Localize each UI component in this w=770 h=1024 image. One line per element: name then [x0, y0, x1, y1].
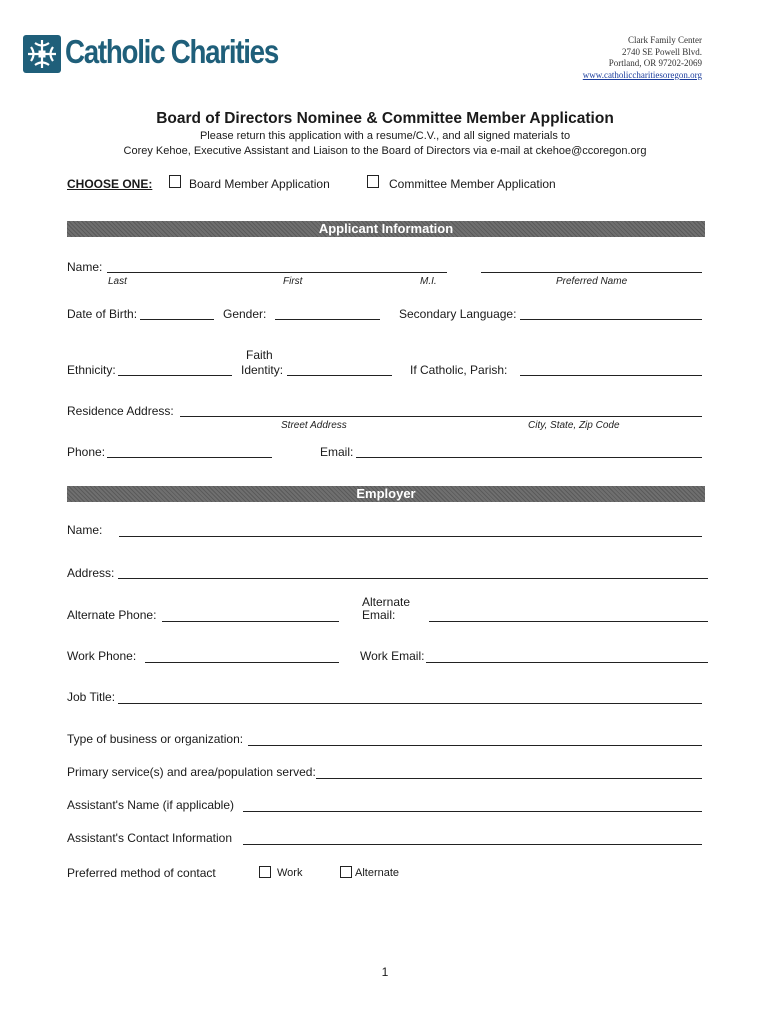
street-address-caption: Street Address — [281, 420, 347, 431]
faith-identity-field[interactable] — [287, 375, 392, 376]
board-member-option-label: Board Member Application — [189, 177, 330, 191]
phone-field[interactable] — [107, 457, 272, 458]
primary-services-label: Primary service(s) and area/population served: — [67, 765, 316, 779]
address-line-2: 2740 SE Powell Blvd. — [621, 46, 702, 57]
job-title-field[interactable] — [118, 703, 702, 704]
preferred-contact-alternate-label: Alternate — [355, 867, 400, 879]
secondary-language-field[interactable] — [520, 319, 702, 320]
preferred-contact-alternate-checkbox[interactable] — [340, 866, 352, 878]
preferred-contact-work-checkbox[interactable] — [259, 866, 271, 878]
work-email-field[interactable] — [426, 662, 708, 663]
subtitle-1: Please return this application with a resume/C.V., and all signed materials to — [199, 130, 571, 142]
applicant-information-header: Applicant Information — [67, 221, 705, 237]
applicant-name-label: Name: — [67, 260, 103, 274]
assistant-name-label: Assistant's Name (if applicable) — [67, 798, 235, 812]
applicant-name-field[interactable] — [107, 272, 447, 273]
address-line-3: Portland, OR 97202-2069 — [608, 58, 702, 68]
alternate-email-label-2: Email: — [362, 608, 396, 622]
residence-address-field[interactable] — [180, 416, 702, 417]
faith-identity-label-2: Identity: — [241, 363, 284, 377]
alternate-email-label-1: Alternate — [362, 595, 411, 609]
employer-name-label: Name: — [67, 523, 103, 537]
primary-services-field[interactable] — [316, 778, 702, 779]
catholic-charities-logo-icon — [23, 35, 61, 73]
last-caption: Last — [108, 276, 127, 287]
assistant-contact-field[interactable] — [243, 844, 702, 845]
phone-label: Phone: — [67, 445, 106, 459]
board-member-checkbox[interactable] — [169, 175, 181, 188]
preferred-name-field[interactable] — [481, 272, 702, 273]
alternate-phone-field[interactable] — [162, 621, 339, 622]
assistant-name-field[interactable] — [243, 811, 702, 812]
city-state-zip-caption: City, State, Zip Code — [528, 420, 620, 431]
secondary-language-label: Secondary Language: — [399, 307, 517, 321]
choose-one-label: CHOOSE ONE: — [67, 177, 153, 191]
parish-field[interactable] — [520, 375, 702, 376]
gender-label: Gender: — [223, 307, 267, 321]
work-email-label: Work Email: — [360, 649, 425, 663]
email-field[interactable] — [356, 457, 702, 458]
residence-address-label: Residence Address: — [67, 404, 174, 418]
address-line-1: Clark Family Center — [628, 35, 702, 45]
subtitle-2: Corey Kehoe, Executive Assistant and Liaison to the Board of Directors via e-mail at ckehoe@ccoregon.org — [123, 145, 647, 157]
preferred-contact-label: Preferred method of contact — [67, 866, 216, 880]
logo-text: Catholic Charities — [65, 33, 279, 70]
dob-field[interactable] — [140, 319, 214, 320]
website-link[interactable]: www.catholiccharitiesoregon.org — [582, 69, 702, 80]
committee-member-option-label: Committee Member Application — [389, 177, 556, 191]
mi-caption: M.I. — [420, 276, 437, 287]
employer-name-field[interactable] — [119, 536, 702, 537]
work-phone-label: Work Phone: — [67, 649, 137, 663]
org-address — [583, 35, 702, 81]
alternate-email-field[interactable] — [429, 621, 708, 622]
document-title: Board of Directors Nominee & Committee Member Application — [156, 110, 614, 127]
faith-identity-label-1: Faith — [246, 348, 273, 362]
business-type-label: Type of business or organization: — [67, 732, 244, 746]
employer-header: Employer — [67, 486, 705, 502]
email-label: Email: — [320, 445, 354, 459]
first-caption: First — [283, 276, 303, 287]
job-title-label: Job Title: — [67, 690, 116, 704]
employer-address-label: Address: — [67, 566, 115, 580]
work-phone-field[interactable] — [145, 662, 339, 663]
preferred-contact-work-label: Work — [277, 867, 303, 879]
dob-label: Date of Birth: — [67, 307, 138, 321]
assistant-contact-label: Assistant's Contact Information — [67, 831, 233, 845]
preferred-name-caption: Preferred Name — [556, 276, 628, 287]
employer-address-field[interactable] — [118, 578, 708, 579]
ethnicity-label: Ethnicity: — [67, 363, 116, 377]
business-type-field[interactable] — [248, 745, 702, 746]
parish-label: If Catholic, Parish: — [410, 363, 508, 377]
committee-member-checkbox[interactable] — [367, 175, 379, 188]
alternate-phone-label: Alternate Phone: — [67, 608, 157, 622]
logo — [23, 33, 279, 73]
ethnicity-field[interactable] — [118, 375, 232, 376]
page-number: 1 — [381, 965, 389, 979]
gender-field[interactable] — [275, 319, 380, 320]
